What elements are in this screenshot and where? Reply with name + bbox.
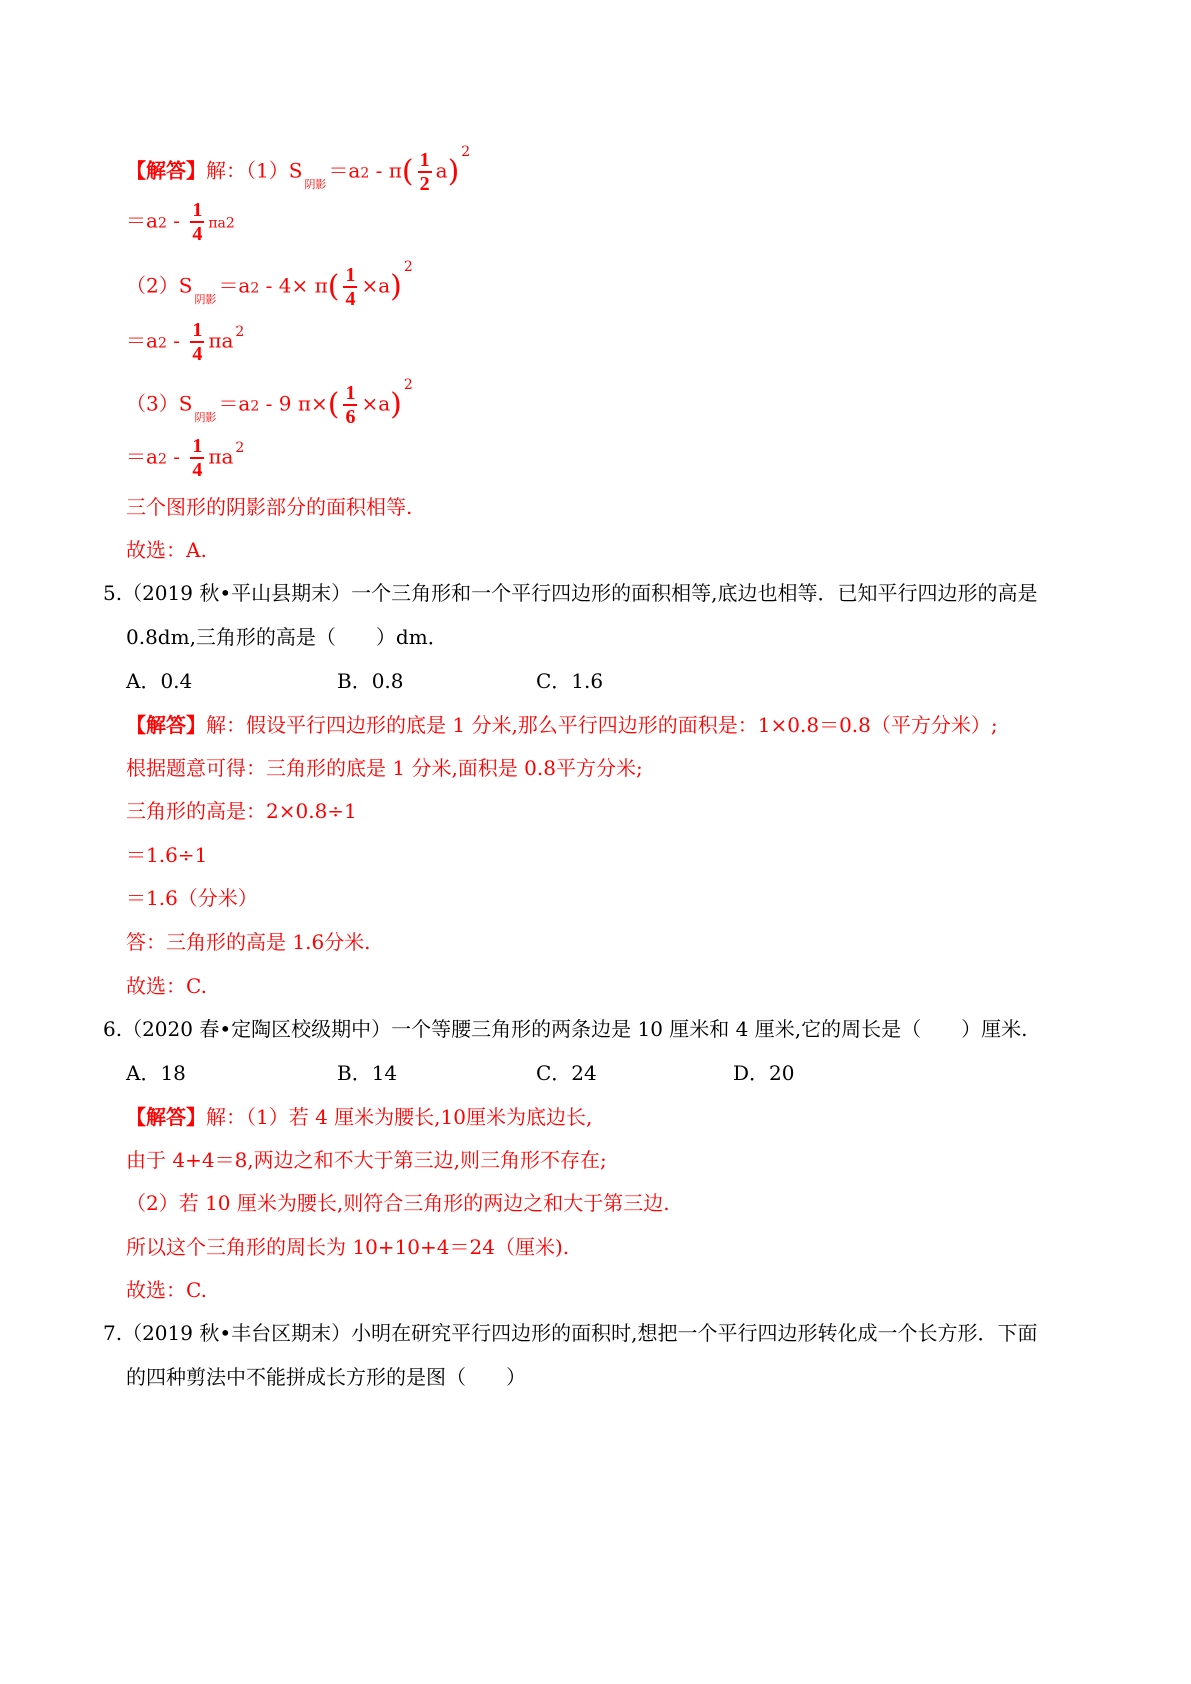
paren-open: ( [327, 387, 340, 422]
superscript: 2 [235, 439, 245, 456]
answer-tag: 【解答】 [126, 713, 206, 737]
sol4-choice: 故选：A. [126, 538, 207, 562]
q5-solution-line-2: 根据题意可得：三角形的底是 1 分米,面积是 0.8平方分米; [126, 756, 643, 780]
exponent: 2 [250, 280, 260, 297]
answer-tag: 【解答】 [126, 1105, 206, 1129]
q6-solution-line-2: 由于 4+4＝8,两边之和不大于第三边,则三角形不存在; [126, 1148, 607, 1172]
text: πa [208, 328, 234, 353]
text: ＝a [218, 391, 251, 416]
fraction [343, 265, 357, 309]
q6-solution-line-3: （2）若 10 厘米为腰长,则符合三角形的两边之和大于第三边. [126, 1191, 670, 1215]
subscript: 阴影 [194, 410, 217, 424]
q6-option-c: C．24 [536, 1061, 597, 1085]
text: ×a [361, 273, 391, 298]
numerator: 1 [192, 199, 203, 221]
superscript: 2 [403, 258, 413, 275]
denominator: 4 [192, 223, 203, 245]
exponent: 2 [360, 165, 370, 182]
text: ＝a [126, 444, 158, 469]
q6-option-d: D．20 [733, 1061, 795, 1085]
text: - 4× π [259, 273, 328, 298]
text: 解：假设平行四边形的底是 1 分米,那么平行四边形的面积是：1×0.8＝0.8（平方分米）; [206, 713, 998, 737]
text: πa [208, 444, 234, 469]
exponent: 2 [250, 398, 260, 415]
fraction [190, 320, 204, 364]
exponent: 2 [225, 215, 235, 232]
denominator: 6 [345, 406, 356, 428]
fraction [190, 200, 204, 244]
q6-choice: 故选：C. [126, 1278, 207, 1302]
text: - 9 π× [259, 391, 328, 416]
text: - [166, 208, 187, 233]
q5-choice: 故选：C. [126, 974, 207, 998]
numerator: 1 [192, 319, 203, 341]
q5-stem-line-2: 0.8dm,三角形的高是（ ）dm． [126, 625, 448, 649]
q6-solution-line-1 [126, 1107, 592, 1127]
text: πa [208, 215, 226, 232]
paren-close: ) [390, 269, 402, 304]
numerator: 1 [192, 435, 203, 457]
fraction [343, 383, 357, 427]
text: ＝a [126, 208, 158, 233]
exponent: 2 [157, 335, 167, 352]
denominator: 4 [192, 459, 203, 481]
subscript: 阴影 [194, 292, 217, 306]
exponent: 2 [157, 215, 167, 232]
sol4-line-3 [126, 258, 413, 310]
q5-solution-line-5: ＝1.6（分米） [126, 886, 258, 910]
q5-solution-line-6: 答：三角形的高是 1.6分米. [126, 930, 371, 954]
text: （3）S [126, 391, 193, 416]
q6-option-a: A．18 [126, 1061, 186, 1085]
text: ＝a [328, 158, 361, 183]
sol4-line-4 [126, 320, 244, 364]
q6-solution-line-4: 所以这个三角形的周长为 10+10+4＝24（厘米). [126, 1235, 570, 1259]
text: 解：（1）若 4 厘米为腰长,10厘米为底边长, [206, 1105, 593, 1129]
q5-option-b: B．0.8 [337, 669, 404, 693]
text: - [166, 328, 187, 353]
q5-solution-line-1 [126, 715, 998, 735]
q5-option-a: A．0.4 [126, 669, 193, 693]
paren-close: ) [447, 154, 460, 189]
text: ＝a [126, 328, 158, 353]
q7-stem-line-2: 的四种剪法中不能拼成长方形的是图（ ） [126, 1365, 526, 1389]
superscript: 2 [461, 143, 471, 160]
superscript: 2 [235, 323, 245, 340]
text: - [166, 444, 187, 469]
subscript: 阴影 [304, 177, 327, 191]
q6-option-b: B．14 [337, 1061, 398, 1085]
text: a [435, 158, 448, 183]
numerator: 1 [419, 149, 430, 171]
numerator: 1 [345, 382, 356, 404]
paren-open: ( [401, 154, 414, 189]
denominator: 2 [419, 173, 430, 195]
text: ＝a [218, 273, 251, 298]
exponent: 2 [157, 451, 167, 468]
denominator: 4 [345, 288, 356, 310]
q5-option-c: C．1.6 [536, 669, 604, 693]
sol4-line-6 [126, 436, 244, 480]
paren-close: ) [390, 387, 402, 422]
superscript: 2 [403, 376, 413, 393]
fraction [190, 436, 204, 480]
q5-stem-line-1: 5.（2019 秋•平山县期末）一个三角形和一个平行四边形的面积相等,底边也相等．已知平行四边形的高是 [103, 581, 1038, 605]
sol4-line-1 [126, 143, 471, 195]
q7-stem-line-1: 7.（2019 秋•丰台区期末）小明在研究平行四边形的面积时,想把一个平行四边形转化成一个长方形．下面 [103, 1321, 1038, 1345]
answer-tag: 【解答】 [126, 158, 206, 183]
q5-solution-line-4: ＝1.6÷1 [126, 843, 208, 867]
sol4-conclusion: 三个图形的阴影部分的面积相等. [126, 495, 413, 519]
q5-solution-line-3: 三角形的高是：2×0.8÷1 [126, 799, 357, 823]
sol4-line-5 [126, 376, 413, 428]
text: ×a [361, 391, 391, 416]
fraction [418, 150, 432, 194]
paren-open: ( [327, 269, 340, 304]
text: - π [369, 158, 402, 183]
denominator: 4 [192, 343, 203, 365]
text: 解：（1）S [206, 158, 303, 183]
numerator: 1 [345, 264, 356, 286]
q6-stem: 6.（2020 春•定陶区校级期中）一个等腰三角形的两条边是 10 厘米和 4 厘米,它的周长是（ ）厘米. [103, 1017, 1028, 1041]
sol4-line-2 [126, 200, 235, 244]
text: （2）S [126, 273, 193, 298]
